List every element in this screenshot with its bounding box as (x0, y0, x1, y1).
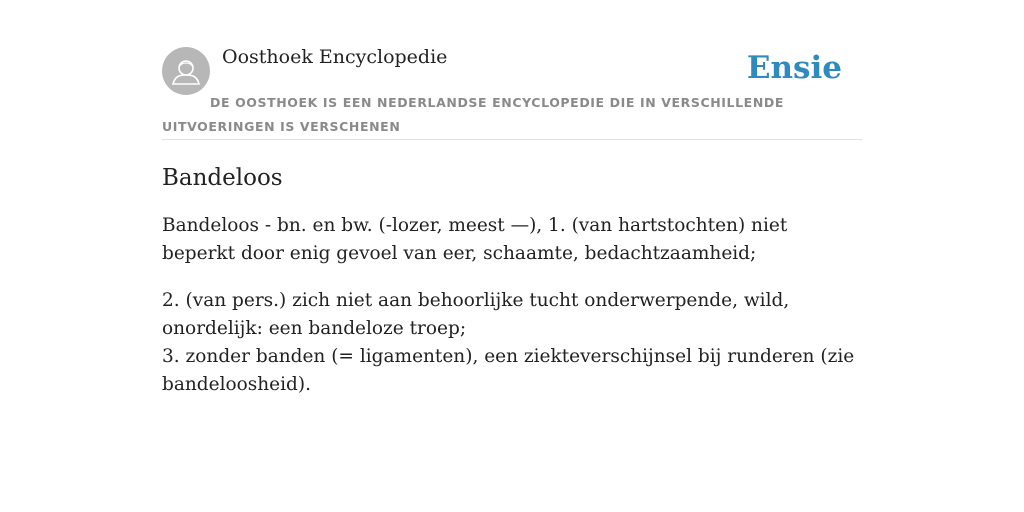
entry-paragraph-3: 3. zonder banden (= ligamenten), een ziekteverschijnsel bij runderen (zie bandeloosheid). (162, 346, 855, 395)
user-avatar-icon[interactable] (162, 47, 210, 95)
page-header (162, 44, 862, 140)
entry-paragraph-1: Bandeloos - bn. en bw. (-lozer, meest —), 1. (van hartstochten) niet beperkt door enig gevoel van eer, schaamte, bedachtzaamheid; (162, 215, 788, 264)
entry-title: Bandeloos (162, 165, 283, 191)
avatar-silhouette-icon (162, 47, 210, 95)
entry-paragraph-2: 2. (van pers.) zich niet aan behoorlijke tucht onderwerpende, wild, onordelijk: een bandeloze troep; (162, 290, 790, 339)
brand-logo[interactable]: Ensie (746, 50, 842, 86)
site-title[interactable]: Oosthoek Encyclopedie (222, 46, 448, 68)
entry-content (162, 162, 862, 399)
site-tagline: DE OOSTHOEK IS EEN NEDERLANDSE ENCYCLOPEDIE DIE IN VERSCHILLENDE UITVOERINGEN IS VERSCHENEN (162, 95, 784, 134)
page-container (162, 44, 862, 395)
